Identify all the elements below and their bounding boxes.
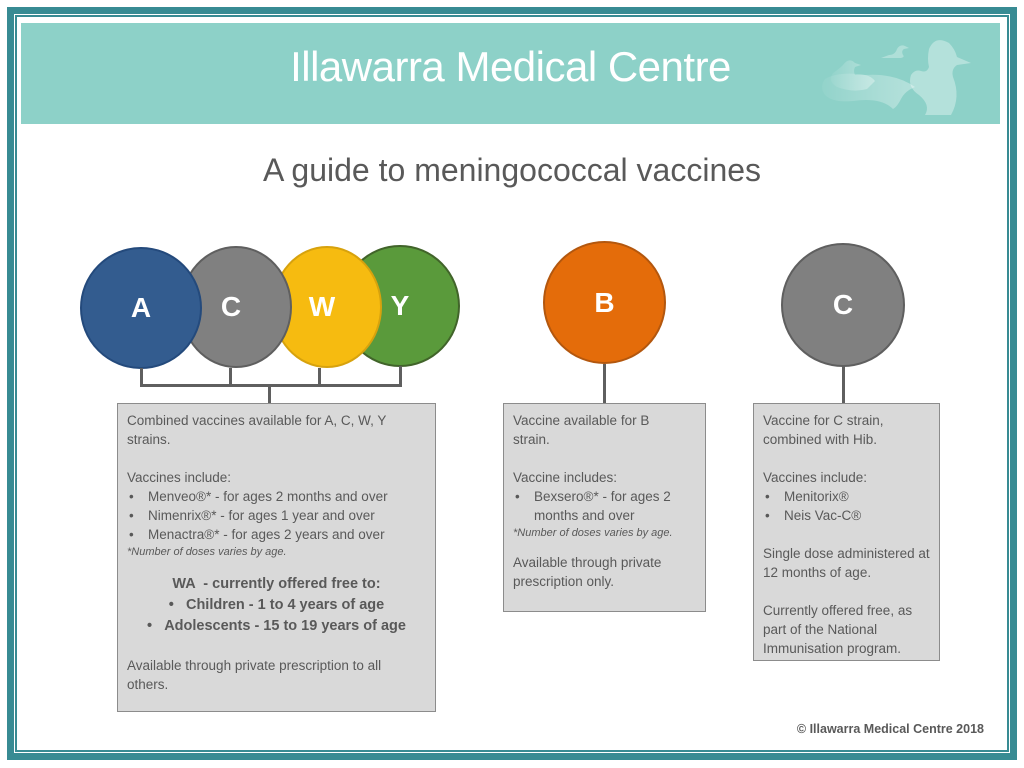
strain-label: Y bbox=[390, 290, 410, 321]
ducks-logo-icon bbox=[811, 35, 1001, 121]
list-item: • Bexsero®* - for ages 2 months and over bbox=[515, 489, 671, 523]
box-intro: Combined vaccines available for A, C, W, Y strains. bbox=[127, 413, 387, 447]
free-item: • Adolescents - 15 to 19 years of age bbox=[147, 618, 406, 634]
strain-circle-c-single bbox=[781, 243, 905, 367]
strain-circle-a bbox=[80, 247, 202, 369]
box-list-heading: Vaccines include: bbox=[763, 470, 868, 485]
copyright-footer: © Illawarra Medical Centre 2018 bbox=[796, 722, 984, 736]
doses-note: *Number of doses varies by age. bbox=[127, 546, 287, 558]
box-list-heading: Vaccine includes: bbox=[513, 470, 618, 485]
strain-label: C bbox=[832, 289, 854, 320]
connector-line bbox=[140, 384, 402, 387]
list-item: • Menitorix® bbox=[765, 489, 849, 504]
box-list-heading: Vaccines include: bbox=[127, 470, 232, 485]
strain-label: A bbox=[130, 292, 152, 323]
strain-label: C bbox=[220, 291, 242, 322]
list-item: • Menactra®* - for ages 2 years and over bbox=[129, 527, 385, 542]
box-outro: Available through private prescription to all others. bbox=[127, 658, 382, 692]
connector-line bbox=[399, 366, 402, 386]
header-title: Illawarra Medical Centre bbox=[290, 43, 731, 90]
list-item: • Neis Vac-C® bbox=[765, 508, 862, 523]
connector-line bbox=[842, 366, 845, 404]
info-box-b bbox=[503, 403, 706, 612]
list-item: • Nimenrix®* - for ages 1 year and over bbox=[129, 508, 375, 523]
box-intro: Vaccine for C strain, combined with Hib. bbox=[763, 413, 884, 447]
box-outro: Available through private prescription only. bbox=[513, 555, 662, 589]
page-subtitle: A guide to meningococcal vaccines bbox=[262, 152, 762, 188]
free-heading: WA - currently offered free to: bbox=[172, 576, 381, 592]
info-box-acwy bbox=[117, 403, 436, 712]
strain-label: B bbox=[594, 286, 615, 318]
connector-line bbox=[603, 364, 606, 404]
header-banner bbox=[21, 23, 1000, 124]
box-dose: Single dose administered at 12 months of age. bbox=[763, 546, 930, 580]
list-item: • Menveo®* - for ages 2 months and over bbox=[129, 489, 388, 504]
box-intro: Vaccine available for B strain. bbox=[513, 413, 650, 447]
doses-note: *Number of doses varies by age. bbox=[513, 527, 673, 539]
free-item: • Children - 1 to 4 years of age bbox=[168, 597, 385, 613]
box-outro: Currently offered free, as part of the National Immunisation program. bbox=[763, 603, 913, 656]
connector-line bbox=[268, 384, 271, 404]
strain-label: W bbox=[308, 291, 336, 322]
info-box-c bbox=[753, 403, 940, 661]
strain-circle-b bbox=[543, 241, 666, 364]
